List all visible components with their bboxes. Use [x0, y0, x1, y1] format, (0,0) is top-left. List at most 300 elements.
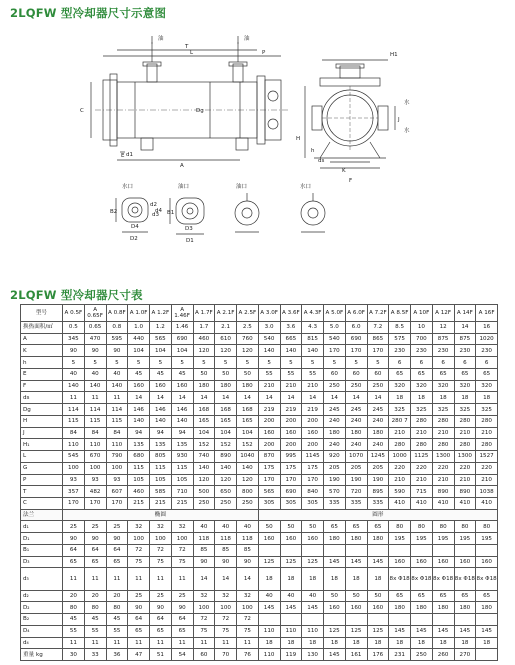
table-cell: 250 — [324, 380, 346, 392]
table-cell: 65 — [389, 368, 411, 380]
table-cell: 160 — [258, 533, 280, 545]
table-cell: 180 — [389, 602, 411, 614]
table-cell: 357 — [63, 486, 85, 498]
table-cell: 325 — [454, 404, 476, 416]
table-cell: 118 — [193, 533, 215, 545]
table-cell — [258, 614, 280, 626]
row-label: T — [21, 486, 63, 498]
table-cell: 875 — [432, 333, 454, 345]
table-cell: 460 — [128, 486, 150, 498]
table-cell: 93 — [63, 474, 85, 486]
table-cell: 305 — [302, 498, 324, 510]
table-cell — [476, 649, 498, 661]
table-cell: 160 — [324, 602, 346, 614]
table-cell: 168 — [237, 404, 259, 416]
table-cell: 250 — [367, 380, 389, 392]
table-cell: 995 — [280, 451, 302, 463]
table-cell: 895 — [367, 486, 389, 498]
table-cell: 145 — [432, 625, 454, 637]
table-cell: 14 — [193, 568, 215, 590]
table-cell: 18 — [476, 637, 498, 649]
table-cell: 219 — [302, 404, 324, 416]
table-cell: 165 — [215, 415, 237, 427]
table-cell: 65 — [454, 590, 476, 602]
table-cell: 160 — [476, 556, 498, 568]
row-label: Dg — [21, 404, 63, 416]
table-cell: 175 — [280, 462, 302, 474]
table-row — [21, 590, 498, 602]
table-cell: 18 — [432, 637, 454, 649]
table-cell: 8x Φ18 — [476, 568, 498, 590]
table-cell: 90 — [84, 345, 106, 357]
table-cell: 110 — [280, 625, 302, 637]
table-cell: 145 — [476, 625, 498, 637]
table-cell: 11 — [128, 568, 150, 590]
table-cell: 100 — [215, 602, 237, 614]
table-cell: 90 — [171, 602, 193, 614]
table-cell: 3.6 — [280, 322, 302, 334]
table-cell: 1020 — [476, 333, 498, 345]
table-cell: 11 — [84, 568, 106, 590]
table-cell: 140 — [193, 462, 215, 474]
table-cell: 160 — [302, 427, 324, 439]
table-cell: 45 — [128, 368, 150, 380]
dim-label-water-out: 水 — [404, 128, 410, 134]
table-cell: 11 — [237, 637, 259, 649]
table-cell — [367, 614, 389, 626]
row-label: D₃ — [21, 556, 63, 568]
table-cell: 120 — [237, 474, 259, 486]
table-cell: 110 — [106, 439, 128, 451]
header-model: 型号 — [21, 305, 63, 322]
table-cell: 140 — [106, 380, 128, 392]
dim-label-A: A — [180, 163, 184, 169]
table-cell: 135 — [150, 439, 172, 451]
table-cell: 65 — [411, 590, 433, 602]
table-cell: 25 — [63, 521, 85, 533]
header-col: A 7.2F — [367, 305, 389, 322]
table-cell: 100 — [150, 533, 172, 545]
table-cell: 260 — [432, 649, 454, 661]
table-cell: 75 — [193, 625, 215, 637]
table-cell: 18 — [280, 637, 302, 649]
dim-label-oil-port: 油口 — [178, 184, 190, 190]
table-cell: 231 — [389, 649, 411, 661]
table-cell: 1145 — [302, 451, 324, 463]
table-cell: 104 — [237, 427, 259, 439]
table-cell: 215 — [171, 498, 193, 510]
table-cell: 250 — [237, 498, 259, 510]
table-cell: 11 — [106, 568, 128, 590]
table-cell: 280 — [411, 439, 433, 451]
table-cell: 75 — [128, 556, 150, 568]
table-cell: 114 — [63, 404, 85, 416]
table-cell: 84 — [63, 427, 85, 439]
table-cell: 200 — [280, 439, 302, 451]
table-row — [21, 357, 498, 369]
row-label: K — [21, 345, 63, 357]
table-row — [21, 439, 498, 451]
table-row — [21, 427, 498, 439]
table-cell: 65 — [411, 368, 433, 380]
table-cell: 440 — [128, 333, 150, 345]
table-row — [21, 509, 498, 521]
table-cell — [345, 614, 367, 626]
table-cell: 890 — [432, 486, 454, 498]
table-cell: 195 — [411, 533, 433, 545]
row-label: B₂ — [21, 614, 63, 626]
header-col: A 1.2F — [150, 305, 172, 322]
table-cell: 11 — [171, 637, 193, 649]
row-label: B₁ — [21, 544, 63, 556]
table-cell: 114 — [84, 404, 106, 416]
table-cell: 140 — [84, 380, 106, 392]
table-cell: 25 — [84, 521, 106, 533]
table-cell: 195 — [454, 533, 476, 545]
table-cell: 146 — [128, 404, 150, 416]
table-cell: 40 — [193, 521, 215, 533]
table-cell: 90 — [63, 533, 85, 545]
table-cell: 65 — [84, 556, 106, 568]
table-cell: 180 — [367, 533, 389, 545]
table-cell: 590 — [389, 486, 411, 498]
dim-label-water-in: 水 — [404, 100, 410, 106]
table-cell: 160 — [411, 556, 433, 568]
header-col: A 5.0F — [324, 305, 346, 322]
table-cell: 105 — [171, 474, 193, 486]
table-cell: 18 — [345, 637, 367, 649]
dim-label-Dg: Dg — [196, 108, 204, 114]
table-cell: 8x Φ18 — [411, 568, 433, 590]
table-cell: 14 — [237, 392, 259, 404]
table-cell: 700 — [411, 333, 433, 345]
table-cell: 170 — [324, 345, 346, 357]
table-cell: 146 — [171, 404, 193, 416]
table-row — [21, 533, 498, 545]
table-cell: 650 — [215, 486, 237, 498]
table-cell: 870 — [258, 451, 280, 463]
dim-label-D4: D4 — [131, 224, 139, 230]
table-cell: 50 — [302, 521, 324, 533]
table-cell: 180 — [367, 427, 389, 439]
table-cell: 160 — [389, 556, 411, 568]
table-row — [21, 322, 498, 334]
table-cell: 335 — [345, 498, 367, 510]
table-cell: 32 — [150, 521, 172, 533]
table-cell: 1125 — [411, 451, 433, 463]
table-cell: 160 — [258, 427, 280, 439]
table-cell — [432, 544, 454, 556]
table-cell: 20 — [106, 590, 128, 602]
table-cell: 280 — [432, 439, 454, 451]
table-cell: 45 — [84, 614, 106, 626]
table-row — [21, 404, 498, 416]
table-cell: 4.3 — [302, 322, 324, 334]
dim-label-B1: B1 — [167, 210, 175, 216]
table-cell: 230 — [432, 345, 454, 357]
table-cell: 14 — [215, 392, 237, 404]
dim-label-L: L — [190, 50, 194, 56]
table-cell: 250 — [411, 649, 433, 661]
table-cell: 930 — [171, 451, 193, 463]
row-label: C — [21, 498, 63, 510]
table-cell: 55 — [106, 625, 128, 637]
table-cell: 45 — [106, 614, 128, 626]
table-cell: 210 — [432, 427, 454, 439]
table-cell: 75 — [215, 625, 237, 637]
table-cell: 210 — [454, 474, 476, 486]
table-cell: 105 — [128, 474, 150, 486]
table-cell: 410 — [454, 498, 476, 510]
table-cell: 1.46 — [171, 322, 193, 334]
table-cell: 210 — [432, 474, 454, 486]
table-cell: 104 — [193, 427, 215, 439]
table-cell: 11 — [106, 392, 128, 404]
table-cell: 65 — [345, 521, 367, 533]
row-label: D₂ — [21, 602, 63, 614]
table-cell: 335 — [324, 498, 346, 510]
table-cell: 840 — [302, 486, 324, 498]
table-cell: 325 — [411, 404, 433, 416]
table-cell: 18 — [367, 637, 389, 649]
dim-label-F: F — [349, 178, 353, 184]
dim-label-E: E — [121, 153, 125, 159]
table-cell: 40 — [84, 368, 106, 380]
table-cell: 140 — [302, 345, 324, 357]
table-cell: 14 — [171, 392, 193, 404]
table-cell: 176 — [367, 649, 389, 661]
table-cell: 140 — [150, 415, 172, 427]
table-cell: 160 — [345, 602, 367, 614]
table-cell: 18 — [324, 568, 346, 590]
table-cell: 220 — [389, 462, 411, 474]
table-row — [21, 637, 498, 649]
table-cell: 90 — [128, 602, 150, 614]
table-cell — [324, 544, 346, 556]
table-cell: 210 — [411, 474, 433, 486]
table-cell: 40 — [302, 590, 324, 602]
table-cell: 210 — [389, 474, 411, 486]
table-cell: 230 — [476, 345, 498, 357]
table-cell: 180 — [324, 533, 346, 545]
table-cell: 2.5 — [237, 322, 259, 334]
table-cell: 410 — [432, 498, 454, 510]
table-cell: 18 — [454, 637, 476, 649]
table-cell: 65 — [106, 556, 128, 568]
table-cell: 805 — [150, 451, 172, 463]
table-cell: 200 — [258, 415, 280, 427]
table-cell: 18 — [345, 568, 367, 590]
dim-label-d3: d3 — [152, 212, 159, 218]
table-cell: 145 — [367, 556, 389, 568]
table-cell: 220 — [432, 462, 454, 474]
table-cell: 45 — [150, 368, 172, 380]
table-cell: 595 — [106, 333, 128, 345]
table-cell: 72 — [150, 544, 172, 556]
table-cell: 94 — [128, 427, 150, 439]
table-cell: 280 — [454, 415, 476, 427]
table-cell: 25 — [150, 590, 172, 602]
table-cell: 280 — [476, 415, 498, 427]
table-cell: 75 — [171, 556, 193, 568]
table-cell: 219 — [280, 404, 302, 416]
table-row — [21, 333, 498, 345]
table-cell: 5 — [258, 357, 280, 369]
table-cell: 5 — [150, 357, 172, 369]
table-row — [21, 568, 498, 590]
table-cell: 65 — [432, 368, 454, 380]
spec-table — [20, 304, 498, 661]
table-cell: 1.0 — [128, 322, 150, 334]
table-cell: 325 — [476, 404, 498, 416]
table-cell: 75 — [237, 625, 259, 637]
table-cell: 100 — [171, 533, 193, 545]
table-cell: 14 — [128, 392, 150, 404]
table-cell: 75 — [150, 556, 172, 568]
table-row — [21, 486, 498, 498]
table-cell: 40 — [258, 590, 280, 602]
table-cell: 200 — [302, 415, 324, 427]
table-cell: 180 — [345, 533, 367, 545]
row-label: D₁ — [21, 533, 63, 545]
table-cell: 540 — [324, 333, 346, 345]
table-cell: 690 — [171, 333, 193, 345]
row-label: D₄ — [21, 625, 63, 637]
table-cell: 170 — [63, 498, 85, 510]
table-cell: 5 — [302, 357, 324, 369]
table-row — [21, 462, 498, 474]
table-cell: 1300 — [432, 451, 454, 463]
table-cell: 104 — [128, 345, 150, 357]
header-col: A 0.65F — [84, 305, 106, 322]
table-cell: 40 — [106, 368, 128, 380]
table-cell: 64 — [128, 614, 150, 626]
table-cell: 690 — [280, 486, 302, 498]
table-cell — [454, 614, 476, 626]
table-cell: 60 — [324, 368, 346, 380]
table-cell: 180 — [215, 380, 237, 392]
table-cell: 14 — [302, 392, 324, 404]
table-cell: 280 — [389, 439, 411, 451]
table-cell: 240 — [345, 415, 367, 427]
table-cell: 570 — [324, 486, 346, 498]
table-cell: 100 — [128, 533, 150, 545]
table-cell: 1038 — [476, 486, 498, 498]
table-cell: 190 — [367, 474, 389, 486]
table-cell: 270 — [454, 649, 476, 661]
row-label: ds — [21, 392, 63, 404]
table-cell: 50 — [367, 590, 389, 602]
table-cell: 72 — [237, 614, 259, 626]
table-cell: 33 — [84, 649, 106, 661]
row-label: J — [21, 427, 63, 439]
table-cell: 11 — [171, 568, 193, 590]
row-label: 法兰 — [21, 509, 63, 521]
table-cell: 55 — [258, 368, 280, 380]
table-cell: 145 — [345, 556, 367, 568]
table-cell: 20 — [84, 590, 106, 602]
table-cell: 84 — [106, 427, 128, 439]
table-cell: 94 — [150, 427, 172, 439]
table-cell: 5 — [84, 357, 106, 369]
header-col: A 3.6F — [280, 305, 302, 322]
table-cell: 11 — [84, 637, 106, 649]
table-row — [21, 415, 498, 427]
table-cell: 160 — [171, 380, 193, 392]
flange-round-heading: 圆形 — [258, 509, 497, 521]
table-cell: 100 — [237, 602, 259, 614]
row-label: P — [21, 474, 63, 486]
table-cell: 18 — [411, 637, 433, 649]
table-cell: 18 — [389, 392, 411, 404]
table-cell: 170 — [84, 498, 106, 510]
table-row — [21, 556, 498, 568]
table-cell — [324, 614, 346, 626]
table-cell: 11 — [193, 637, 215, 649]
table-cell: 32 — [215, 590, 237, 602]
table-cell: 64 — [63, 544, 85, 556]
header-col: A 14F — [454, 305, 476, 322]
table-cell: 50 — [237, 368, 259, 380]
table-cell: 410 — [389, 498, 411, 510]
table-cell: 160 — [128, 380, 150, 392]
table-cell: 125 — [345, 625, 367, 637]
table-row — [21, 345, 498, 357]
table-row — [21, 392, 498, 404]
table-cell: 65 — [150, 625, 172, 637]
table-cell: 125 — [302, 556, 324, 568]
table-cell: 25 — [171, 590, 193, 602]
dim-label-H: H — [296, 136, 301, 142]
table-cell: 1040 — [237, 451, 259, 463]
table-cell: 11 — [128, 637, 150, 649]
row-label: H₁ — [21, 439, 63, 451]
header-col: A 2.1F — [215, 305, 237, 322]
row-label: G — [21, 462, 63, 474]
table-cell: 64 — [150, 614, 172, 626]
table-cell: 18 — [258, 637, 280, 649]
dim-label-P: P — [262, 50, 266, 56]
table-cell: 64 — [84, 544, 106, 556]
table-cell: 72 — [171, 544, 193, 556]
table-cell: 32 — [128, 521, 150, 533]
table-cell: 160 — [454, 556, 476, 568]
table-cell: 230 — [411, 345, 433, 357]
header-col: A 0.5F — [63, 305, 85, 322]
table-cell — [258, 544, 280, 556]
table-cell: 80 — [389, 521, 411, 533]
table-cell: 14 — [454, 322, 476, 334]
dim-label-B2: B2 — [110, 209, 118, 215]
table-cell: 875 — [454, 333, 476, 345]
table-cell: 865 — [367, 333, 389, 345]
table-cell: 90 — [150, 602, 172, 614]
table-cell: 152 — [215, 439, 237, 451]
table-cell: 320 — [432, 380, 454, 392]
table-cell — [280, 614, 302, 626]
diagram-title: 2LQFW 型冷却器尺寸示意图 — [10, 6, 167, 20]
table-cell: 210 — [411, 427, 433, 439]
table-cell: 55 — [280, 368, 302, 380]
table-cell: 94 — [171, 427, 193, 439]
table-cell: 110 — [63, 439, 85, 451]
table-cell: 40 — [215, 521, 237, 533]
table-cell: 740 — [193, 451, 215, 463]
table-cell: 5.0 — [324, 322, 346, 334]
table-cell: 2.1 — [215, 322, 237, 334]
table-cell: 60 — [345, 368, 367, 380]
table-cell: 320 — [476, 380, 498, 392]
